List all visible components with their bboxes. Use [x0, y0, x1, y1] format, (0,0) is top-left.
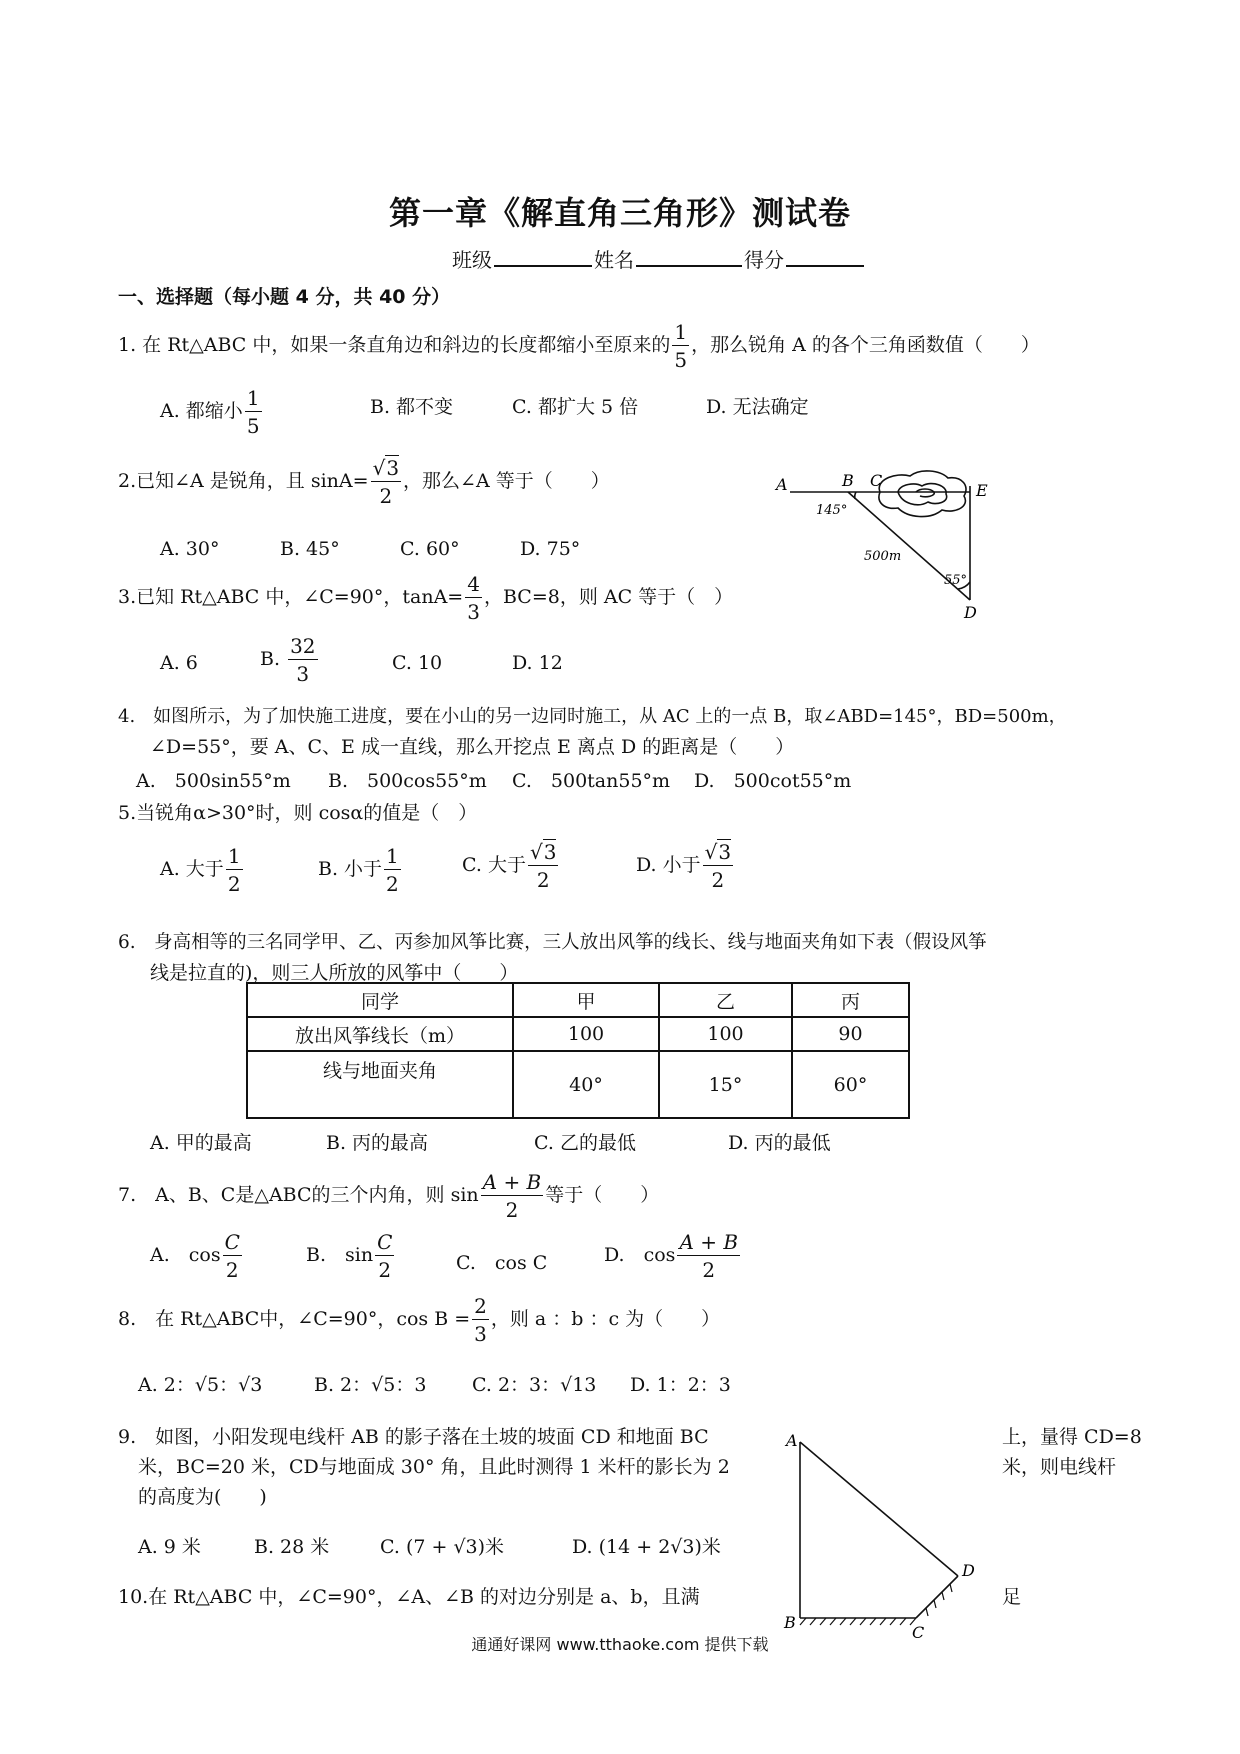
- q2-option-b: B. 45°: [280, 538, 340, 560]
- q6-option-b: B. 丙的最高: [326, 1132, 429, 1154]
- class-blank: [494, 247, 592, 267]
- q8-option-a: A. 2：√5：√3: [138, 1374, 263, 1396]
- fig1-label-d: D: [964, 603, 977, 622]
- q9-option-c: C. (7 + √3)米: [380, 1536, 505, 1558]
- footer-text: 通通好课网 www.tthaoke.com 提供下载: [471, 1635, 769, 1654]
- q9-line2: 米，BC=20 米，CD与地面成 30° 角，且此时测得 1 米杆的影长为 2: [138, 1456, 730, 1478]
- table-header: 丙: [792, 983, 909, 1017]
- q5-option-c: C. 大于 $\frac{√3}{2}$: [462, 840, 557, 892]
- table-header: 同学: [247, 983, 513, 1017]
- q4-option-b: B. 500cos55°m: [328, 770, 487, 792]
- table-cell: 15°: [659, 1051, 792, 1118]
- q5-option-d: D. 小于 $\frac{√3}{2}$: [636, 840, 732, 892]
- q3-fraction: $\frac{4}{3}$: [467, 572, 480, 624]
- q1-stem: 1. 在 Rt△ABC 中，如果一条直角边和斜边的长度都缩小至原来的: [118, 334, 671, 356]
- q9-line2-end: 米，则电线杆: [1002, 1456, 1117, 1478]
- q6-option-a: A. 甲的最高: [150, 1132, 252, 1154]
- question-8: 8. 在 Rt△ABC中，∠C=90°，cos B = $\frac{2}{3}$ ，则 a ：b ：c 为（ ）: [118, 1294, 721, 1346]
- q8-option-b: B. 2：√5：3: [314, 1374, 427, 1396]
- q2-option-d: D. 75°: [520, 538, 581, 560]
- q1-option-c: C. 都扩大 5 倍: [512, 396, 639, 418]
- fig1-label-a: A: [776, 475, 788, 494]
- fig1-angle-145: 145°: [816, 503, 848, 518]
- q2-option-a: A. 30°: [160, 538, 220, 560]
- q3-option-b: B. $\frac{32}{3}$: [260, 634, 316, 686]
- q7-fraction: $\frac{A + B}{2}$: [482, 1170, 542, 1222]
- q1-option-b: B. 都不变: [370, 396, 454, 418]
- q7-option-c: C. cos C: [456, 1252, 548, 1274]
- q4-line2: ∠D=55°，要 A、C、E 成一直线，那么开挖点 E 离点 D 的距离是（ ）: [150, 736, 795, 758]
- fig2-label-a: A: [786, 1431, 798, 1450]
- q1-stem-end: ，那么锐角 A 的各个三角函数值（ ）: [691, 334, 1040, 356]
- q6-line1: 6. 身高相等的三名同学甲、乙、丙参加风筝比赛，三人放出风筝的线长、线与地面夹角如下表（假设风筝: [118, 932, 987, 953]
- q8-fraction: $\frac{2}{3}$: [474, 1294, 487, 1346]
- q2-option-c: C. 60°: [400, 538, 460, 560]
- q4-option-d: D. 500cot55°m: [694, 770, 852, 792]
- q1-fraction: $\frac{1}{5}$: [674, 320, 688, 372]
- score-blank: [786, 247, 864, 267]
- q1-option-a: A. 都缩小 $\frac{1}{5}$: [160, 386, 260, 438]
- kite-table: [246, 982, 910, 1119]
- class-label: 班级: [452, 248, 492, 272]
- question-1: [118, 322, 1040, 370]
- slope-cd: [916, 1576, 958, 1618]
- fig1-label-b: B: [842, 471, 854, 490]
- table-cell: 90: [792, 1017, 909, 1051]
- section-heading: 一、选择题（每小题 4 分，共 40 分）: [118, 286, 451, 308]
- fig2-label-c: C: [912, 1623, 925, 1642]
- hill-outline: [879, 471, 966, 517]
- q9-option-a: A. 9 米: [138, 1536, 201, 1558]
- q9-line1-end: 上，量得 CD=8: [1002, 1426, 1142, 1448]
- q4-option-c: C. 500tan55°m: [512, 770, 671, 792]
- question-5: 5.当锐角α>30°时，则 cosα的值是（ ）: [118, 802, 478, 824]
- q5-option-b: B. 小于 $\frac{1}{2}$: [318, 844, 399, 896]
- name-blank: [636, 247, 742, 267]
- question-2: 2.已知∠A 是锐角，且 sinA= $\frac{√3}{2}$ ，那么∠A 等于（ ）: [118, 456, 610, 508]
- q6-option-c: C. 乙的最低: [534, 1132, 636, 1154]
- table-cell: 60°: [792, 1051, 909, 1118]
- question-3: 3.已知 Rt△ABC 中，∠C=90°，tanA= $\frac{4}{3}$ ，BC=8，则 AC 等于（ ）: [118, 572, 734, 624]
- name-label: 姓名: [594, 248, 634, 272]
- page-title: 第一章《解直角三角形》测试卷: [388, 194, 851, 232]
- q8-option-d: D. 1：2：3: [630, 1374, 731, 1396]
- q7-option-b: B. sin $\frac{C}{2}$: [306, 1230, 393, 1282]
- q6-option-d: D. 丙的最低: [728, 1132, 831, 1154]
- q4-figure: [770, 462, 1010, 622]
- q4-option-a: A. 500sin55°m: [136, 770, 291, 792]
- fig1-length: 500m: [864, 549, 902, 564]
- q3-option-c: C. 10: [392, 652, 443, 674]
- q10-line1-end: 足: [1002, 1586, 1022, 1608]
- table-cell: 100: [659, 1017, 792, 1051]
- q3-option-a: A. 6: [160, 652, 198, 674]
- q4-line1: 4. 如图所示，为了加快施工进度，要在小山的另一边同时施工，从 AC 上的一点 B，取∠ABD=145°，BD=500m，: [118, 706, 1067, 727]
- q5-option-a: A. 大于 $\frac{1}{2}$: [160, 844, 241, 896]
- table-header: 甲: [513, 983, 659, 1017]
- q9-figure: [780, 1428, 990, 1642]
- table-cell: 40°: [513, 1051, 659, 1118]
- student-info: [452, 244, 866, 273]
- fig1-label-e: E: [976, 481, 988, 500]
- fig1-label-c: C: [870, 471, 883, 490]
- table-cell: 线与地面夹角: [247, 1051, 513, 1118]
- fig2-label-d: D: [962, 1561, 975, 1580]
- q1-option-d: D. 无法确定: [706, 396, 809, 418]
- q7-option-d: D. cos $\frac{A + B}{2}$: [604, 1230, 739, 1282]
- table-cell: 放出风筝线长（m）: [247, 1017, 513, 1051]
- q9-line1: 9. 如图，小阳发现电线杆 AB 的影子落在土坡的坡面 CD 和地面 BC: [118, 1426, 709, 1448]
- q7-option-a: A. cos $\frac{C}{2}$: [150, 1230, 240, 1282]
- q6-line2: 线是拉直的)，则三人所放的风筝中（ ）: [150, 962, 519, 984]
- q9-line3: 的高度为( ): [138, 1486, 267, 1508]
- q9-option-b: B. 28 米: [254, 1536, 330, 1558]
- fig2-label-b: B: [784, 1613, 796, 1632]
- q8-option-c: C. 2：3：√13: [472, 1374, 597, 1396]
- table-cell: 100: [513, 1017, 659, 1051]
- question-7: 7. A、B、C是△ABC的三个内角，则 sin $\frac{A + B}{2}$ 等于（ ）: [118, 1170, 660, 1222]
- score-label: 得分: [744, 248, 784, 272]
- fig1-angle-55: 55°: [944, 573, 968, 588]
- q10-line1: 10.在 Rt△ABC 中，∠C=90°，∠A、∠B 的对边分别是 a、b，且满: [118, 1586, 700, 1608]
- q3-option-d: D. 12: [512, 652, 563, 674]
- q2-fraction: $\frac{√3}{2}$: [372, 456, 400, 508]
- sun-ray: [800, 1442, 958, 1576]
- q9-option-d: D. (14 + 2√3)米: [572, 1536, 721, 1558]
- table-header: 乙: [659, 983, 792, 1017]
